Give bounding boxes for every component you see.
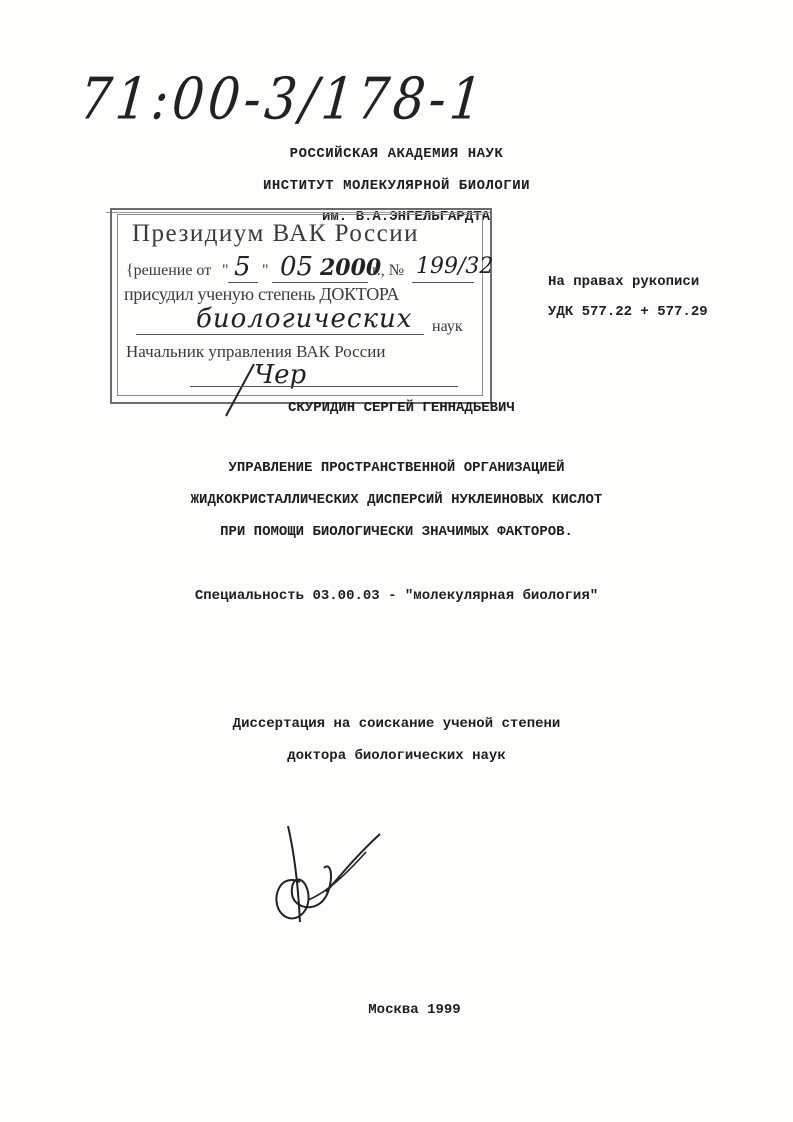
title-line: УПРАВЛЕНИЕ ПРОСТРАНСТВЕННОЙ ОРГАНИЗАЦИЕЙ xyxy=(228,460,565,476)
stamp-signature-stroke xyxy=(212,360,282,420)
udk-code: УДК 577.22 + 577.29 xyxy=(548,304,708,320)
stamp-number-underline xyxy=(412,282,474,283)
stamp-science-handwritten: биологических xyxy=(196,304,413,334)
author-name: СКУРИДИН СЕРГЕЙ ГЕННАДЬЕВИЧ xyxy=(288,400,515,416)
stamp-decision-day: 5 xyxy=(234,252,251,282)
stamp-quote-open: " xyxy=(222,262,229,279)
archive-number: 71:00-3/178-1 xyxy=(76,65,489,133)
stamp-science-suffix: наук xyxy=(432,318,463,335)
stamp-title: Президиум ВАК России xyxy=(132,220,419,247)
manuscript-rights: На правах рукописи xyxy=(548,274,700,290)
dissertation-line: Диссертация на соискание ученой степени xyxy=(232,716,561,732)
stamp-date-underline xyxy=(272,282,368,283)
dissertation-line: доктора биологических наук xyxy=(287,748,506,764)
stamp-decision-month: 05 xyxy=(280,252,314,282)
title-line: ЖИДКОКРИСТАЛЛИЧЕСКИХ ДИСПЕРСИЙ НУКЛЕИНОВЫХ КИСЛОТ xyxy=(190,492,603,508)
stamp-decision-number: 199/32 xyxy=(416,254,494,279)
stamp-decision-mid: г., № xyxy=(372,262,405,279)
specialty: Специальность 03.00.03 - "молекулярная биология" xyxy=(194,588,599,604)
stamp-signature-underline xyxy=(190,386,458,387)
institute-named-after: им. В.А.ЭНГЕЛЬГАРДТА xyxy=(322,209,491,225)
stamp-quote-close: " xyxy=(262,262,269,279)
stamp-science-underline xyxy=(136,334,424,335)
stamp-head-title: Начальник управления ВАК России xyxy=(126,342,386,361)
institute-name: ИНСТИТУТ МОЛЕКУЛЯРНОЙ БИОЛОГИИ xyxy=(262,178,531,194)
academy-name: РОССИЙСКАЯ АКАДЕМИЯ НАУК xyxy=(289,146,504,162)
stamp-awarded-text: присудил ученую степень ДОКТОРА xyxy=(124,284,400,304)
title-line: ПРИ ПОМОЩИ БИОЛОГИЧЕСКИ ЗНАЧИМЫХ ФАКТОРОВ. xyxy=(220,524,573,540)
city-year: Москва 1999 xyxy=(368,1002,461,1018)
handwritten-signature xyxy=(268,822,388,932)
stamp-decision-prefix: {решение от xyxy=(126,262,212,279)
stamp-signature: Чер xyxy=(254,360,307,390)
stamp-day-underline xyxy=(228,282,258,283)
stamp-decision-year: 2000 xyxy=(320,255,382,281)
